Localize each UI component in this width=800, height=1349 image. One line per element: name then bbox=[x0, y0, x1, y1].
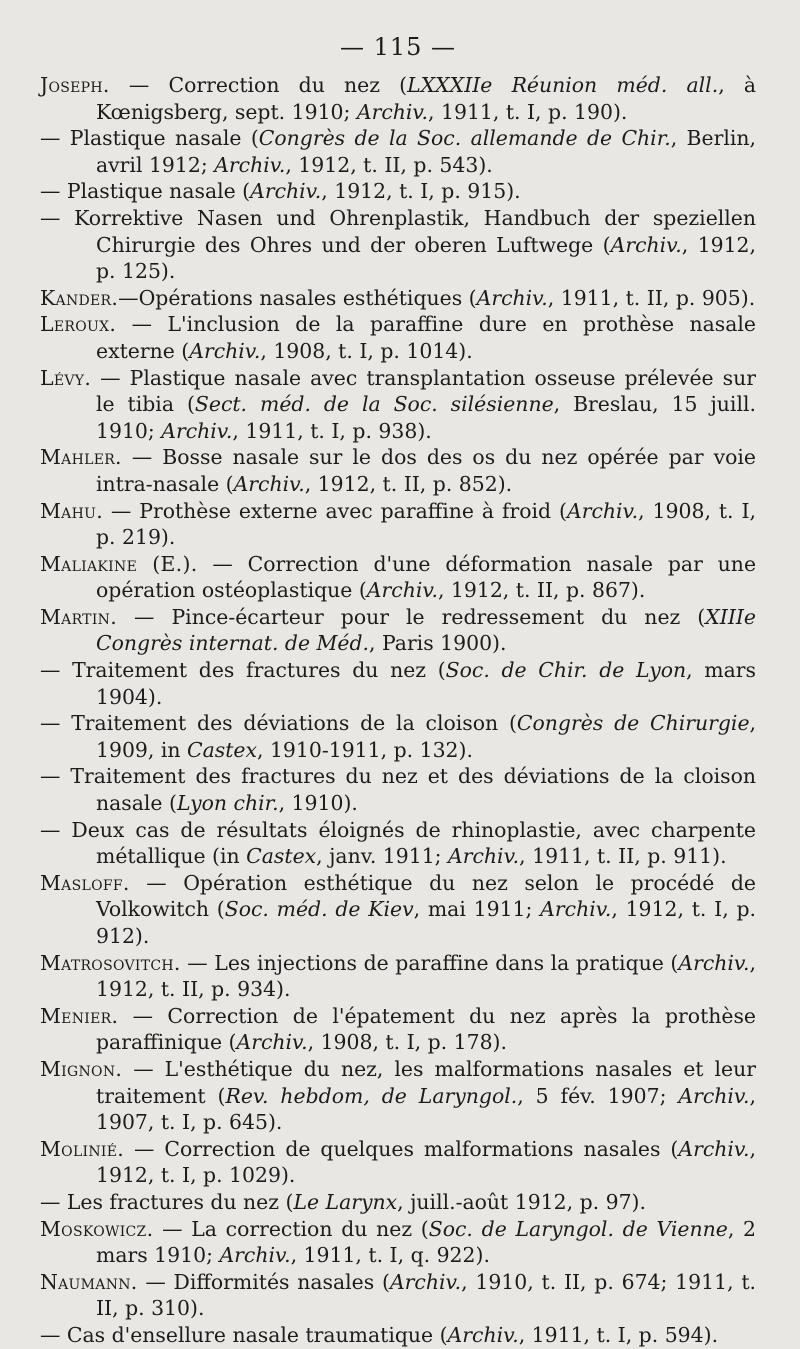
entry-text: , mars 1904). bbox=[96, 658, 756, 709]
bibliography-list bbox=[40, 72, 756, 1349]
entry-text: Bosse nasale sur le dos des os du nez opérée par voie intra-nasale ( bbox=[96, 445, 756, 496]
entry-text: , 1911, t. I, p. 594). bbox=[518, 1322, 719, 1347]
entry-text: Opérations nasales esthétiques ( bbox=[138, 285, 477, 310]
entry-text: , 1908, t. I, p. 219). bbox=[96, 498, 756, 550]
entry-author: Moskowicz. bbox=[40, 1216, 154, 1241]
entry-source-title: Castex bbox=[187, 737, 257, 762]
bibliography-entry bbox=[40, 72, 756, 125]
entry-text: , 1912, t. II, p. 934). bbox=[96, 950, 756, 1002]
bibliography-entry bbox=[40, 311, 756, 364]
entry-source-title: Congrès de la Soc. allemande de Chir. bbox=[258, 126, 671, 151]
entry-text: Traitement des fractures du nez ( bbox=[72, 658, 446, 683]
entry-author: Menier. bbox=[40, 1003, 119, 1028]
entry-dash: — bbox=[121, 445, 163, 470]
entry-source-title: Archiv. bbox=[356, 99, 429, 124]
entry-dash: — bbox=[118, 285, 139, 310]
bibliography-entry bbox=[40, 1189, 756, 1216]
entry-text: Correction de l'épatement du nez après la prothèse paraffinique ( bbox=[96, 1003, 756, 1055]
entry-source-title: Congrès de Chirurgie bbox=[516, 711, 750, 736]
entry-source-title: Archiv. bbox=[476, 285, 548, 310]
entry-text: , 1912, t. I, p. 1029). bbox=[96, 1136, 756, 1188]
page-number: — 115 — bbox=[339, 33, 457, 61]
bibliography-entry bbox=[40, 1216, 756, 1269]
entry-text: , 1911, t. I, p. 190). bbox=[428, 99, 628, 124]
entry-text: , Paris 1900). bbox=[369, 631, 507, 656]
entry-author: Joseph. bbox=[40, 73, 110, 97]
entry-dash: — bbox=[40, 658, 73, 683]
entry-text: Correction de quelques malformations nasales ( bbox=[164, 1136, 679, 1161]
entry-text: , 1912, t. II, p. 852). bbox=[304, 471, 513, 496]
entry-author: Lévy. bbox=[40, 365, 92, 390]
entry-text: Traitement des fractures du nez et des déviations de la cloison nasale ( bbox=[70, 764, 757, 816]
entry-source-title: Soc. de Chir. de Lyon bbox=[445, 658, 687, 683]
entry-author: Naumann. bbox=[40, 1269, 138, 1294]
entry-text: L'inclusion de la paraffine dure en prothèse nasale externe ( bbox=[96, 312, 756, 363]
entry-text: , 1912, t. I, p. 915). bbox=[321, 179, 521, 204]
bibliography-entry bbox=[40, 205, 756, 285]
entry-text: Les fractures du nez ( bbox=[66, 1189, 294, 1214]
entry-dash: — bbox=[124, 1136, 165, 1161]
entry-text: Opération esthétique du nez selon le procédé de Volkowitch ( bbox=[96, 870, 756, 922]
entry-source-title: Archiv. bbox=[250, 179, 322, 204]
entry-source-title: Archiv. bbox=[214, 152, 286, 177]
entry-source-title: Archiv. bbox=[161, 418, 233, 443]
entry-source-title: Sect. méd. de la Soc. silésienne bbox=[194, 392, 554, 417]
entry-text: , 1910-1911, p. 132). bbox=[256, 737, 473, 762]
bibliography-entry bbox=[40, 710, 756, 763]
entry-text: Correction d'une déformation nasale par une opération ostéoplastique ( bbox=[96, 551, 757, 603]
entry-author: Mahler. bbox=[40, 445, 122, 470]
entry-text: Plastique nasale avec transplantation osseuse prélevée sur le tibia ( bbox=[96, 365, 756, 417]
entry-source-title: Soc. méd. de Kiev bbox=[224, 897, 414, 922]
entry-text: , 1910, t. II, p. 674; 1911, t. II, p. 310). bbox=[96, 1269, 756, 1321]
bibliography-entry bbox=[40, 498, 756, 551]
entry-dash: — bbox=[197, 551, 248, 576]
entry-source-title: Archiv. bbox=[610, 232, 682, 257]
entry-dash: — bbox=[137, 1269, 174, 1294]
entry-source-title: Le Larynx bbox=[293, 1189, 398, 1214]
entry-source-title: LXXXIIe Réunion méd. all. bbox=[407, 73, 719, 97]
entry-dash: — bbox=[116, 312, 168, 337]
entry-text: , 1909, in bbox=[96, 711, 757, 762]
entry-author: Masloff. bbox=[40, 870, 130, 895]
entry-author: Leroux. bbox=[40, 312, 117, 337]
entry-source-title: Castex bbox=[246, 844, 317, 869]
entry-text: , 1912, t. I, p. 912). bbox=[96, 897, 756, 948]
entry-author: Molinié. bbox=[40, 1136, 125, 1161]
entry-dash: — bbox=[91, 365, 130, 390]
entry-dash: — bbox=[40, 126, 70, 151]
bibliography-entry bbox=[40, 285, 756, 312]
entry-author: Matrosovitch. bbox=[40, 950, 181, 975]
entry-dash: — bbox=[118, 1003, 168, 1028]
bibliography-entry bbox=[40, 657, 756, 710]
entry-dash: — bbox=[109, 73, 169, 97]
entry-dash: — bbox=[40, 1322, 67, 1347]
entry-text: , mai 1911; bbox=[413, 897, 541, 922]
bibliography-entry bbox=[40, 1322, 756, 1349]
entry-source-title: Archiv. bbox=[219, 1243, 291, 1268]
entry-text: Plastique nasale ( bbox=[66, 179, 251, 204]
bibliography-entry bbox=[40, 125, 756, 178]
entry-source-title: Archiv. bbox=[678, 1136, 750, 1161]
entry-author: Martin. bbox=[40, 604, 117, 629]
entry-dash: — bbox=[116, 604, 172, 629]
entry-text: Deux cas de résultats éloignés de rhinoplastie, avec charpente métallique (in bbox=[71, 817, 756, 869]
entry-text: L'esthétique du nez, les malformations nasales et leur traitement ( bbox=[96, 1056, 756, 1108]
entry-source-title: Archiv. bbox=[540, 897, 612, 922]
entry-dash: — bbox=[102, 498, 140, 523]
entry-text: , 1910). bbox=[278, 791, 358, 816]
entry-source-title: XIIIe Congrès internat. de Méd. bbox=[96, 604, 756, 656]
entry-text: , 1911, t. I, q. 922). bbox=[290, 1243, 490, 1268]
bibliography-entry bbox=[40, 178, 756, 205]
entry-text: , à Kœnigsberg, sept. 1910; bbox=[96, 73, 757, 124]
entry-source-title: Soc. de Laryngol. de Vienne bbox=[428, 1216, 728, 1241]
entry-text: Pince-écarteur pour le redressement du nez ( bbox=[171, 604, 706, 629]
entry-text: Difformités nasales ( bbox=[173, 1269, 390, 1294]
entry-dash: — bbox=[40, 179, 67, 204]
entry-text: Correction du nez ( bbox=[168, 73, 408, 97]
entry-dash: — bbox=[40, 1189, 67, 1214]
bibliography-entry bbox=[40, 1056, 756, 1136]
entry-text: , juill.-août 1912, p. 97). bbox=[397, 1189, 646, 1214]
entry-source-title: Archiv. bbox=[236, 1030, 308, 1055]
entry-author: Mignon. bbox=[40, 1056, 123, 1081]
entry-text: , 1907, t. I, p. 645). bbox=[96, 1083, 756, 1135]
entry-dash: — bbox=[153, 1216, 192, 1241]
entry-dash: — bbox=[129, 870, 184, 895]
entry-text: , 1911, t. II, p. 911). bbox=[519, 844, 727, 869]
entry-source-title: Archiv. bbox=[567, 498, 639, 523]
entry-text: Prothèse externe avec paraffine à froid ( bbox=[139, 498, 567, 523]
entry-text: La correction du nez ( bbox=[191, 1216, 429, 1241]
entry-text: , 1911, t. I, p. 938). bbox=[232, 418, 432, 443]
entry-source-title: Archiv. bbox=[389, 1269, 462, 1294]
bibliography-entry bbox=[40, 870, 756, 950]
entry-text: , janv. 1911; bbox=[316, 844, 449, 869]
bibliography-entry bbox=[40, 1136, 756, 1189]
entry-text: , 1911, t. II, p. 905). bbox=[547, 285, 756, 310]
entry-text: , Breslau, 15 juill. 1910; bbox=[96, 392, 756, 443]
entry-text: , 1912, t. II, p. 543). bbox=[285, 152, 493, 177]
bibliography-entry bbox=[40, 763, 756, 816]
bibliography-entry bbox=[40, 604, 756, 657]
entry-source-title: Archiv. bbox=[447, 1322, 519, 1347]
bibliography-entry bbox=[40, 444, 756, 497]
bibliography-entry bbox=[40, 1003, 756, 1056]
entry-text: Korrektive Nasen und Ohrenplastik, Handbuch der speziellen Chirurgie des Ohres und der oberen Luftwege ( bbox=[74, 205, 756, 257]
entry-source-title: Archiv. bbox=[448, 844, 520, 869]
entry-source-title: Archiv. bbox=[678, 950, 750, 975]
entry-text: , Berlin, avril 1912; bbox=[96, 126, 756, 177]
entry-text: Les injections de paraffine dans la pratique ( bbox=[214, 950, 679, 975]
entry-text: Cas d'ensellure nasale traumatique ( bbox=[66, 1322, 448, 1347]
bibliography-entry bbox=[40, 817, 756, 870]
entry-text: , 1912, t. II, p. 867). bbox=[437, 578, 646, 603]
entry-text: , 1908, t. I, p. 178). bbox=[307, 1030, 507, 1055]
entry-dash: — bbox=[40, 817, 72, 842]
entry-text: , 5 fév. 1907; bbox=[517, 1083, 679, 1108]
entry-author: Mahu. bbox=[40, 498, 103, 523]
entry-source-title: Archiv. bbox=[678, 1083, 750, 1108]
entry-dash: — bbox=[40, 764, 71, 789]
entry-source-title: Archiv. bbox=[366, 578, 438, 603]
entry-text: , 1912, p. 125). bbox=[96, 232, 756, 284]
entry-author: Maliakine (E.). bbox=[40, 551, 198, 576]
entry-source-title: Archiv. bbox=[233, 471, 305, 496]
entry-source-title: Rev. hebdom, de Laryngol. bbox=[225, 1083, 518, 1108]
entry-dash: — bbox=[40, 205, 75, 230]
entry-source-title: Lyon chir. bbox=[176, 791, 279, 816]
entry-dash: — bbox=[122, 1056, 165, 1081]
entry-source-title: Archiv. bbox=[189, 338, 261, 363]
entry-dash: — bbox=[40, 711, 72, 736]
bibliography-entry bbox=[40, 365, 756, 445]
entry-author: Kander. bbox=[40, 285, 119, 310]
entry-text: Plastique nasale ( bbox=[69, 126, 259, 151]
entry-text: , 2 mars 1910; bbox=[96, 1216, 757, 1268]
entry-text: Traitement des déviations de la cloison ( bbox=[71, 711, 517, 736]
entry-dash: — bbox=[180, 950, 215, 975]
bibliography-entry bbox=[40, 950, 756, 1003]
bibliography-entry bbox=[40, 551, 756, 604]
bibliography-entry bbox=[40, 1269, 756, 1322]
entry-text: , 1908, t. I, p. 1014). bbox=[260, 338, 473, 363]
